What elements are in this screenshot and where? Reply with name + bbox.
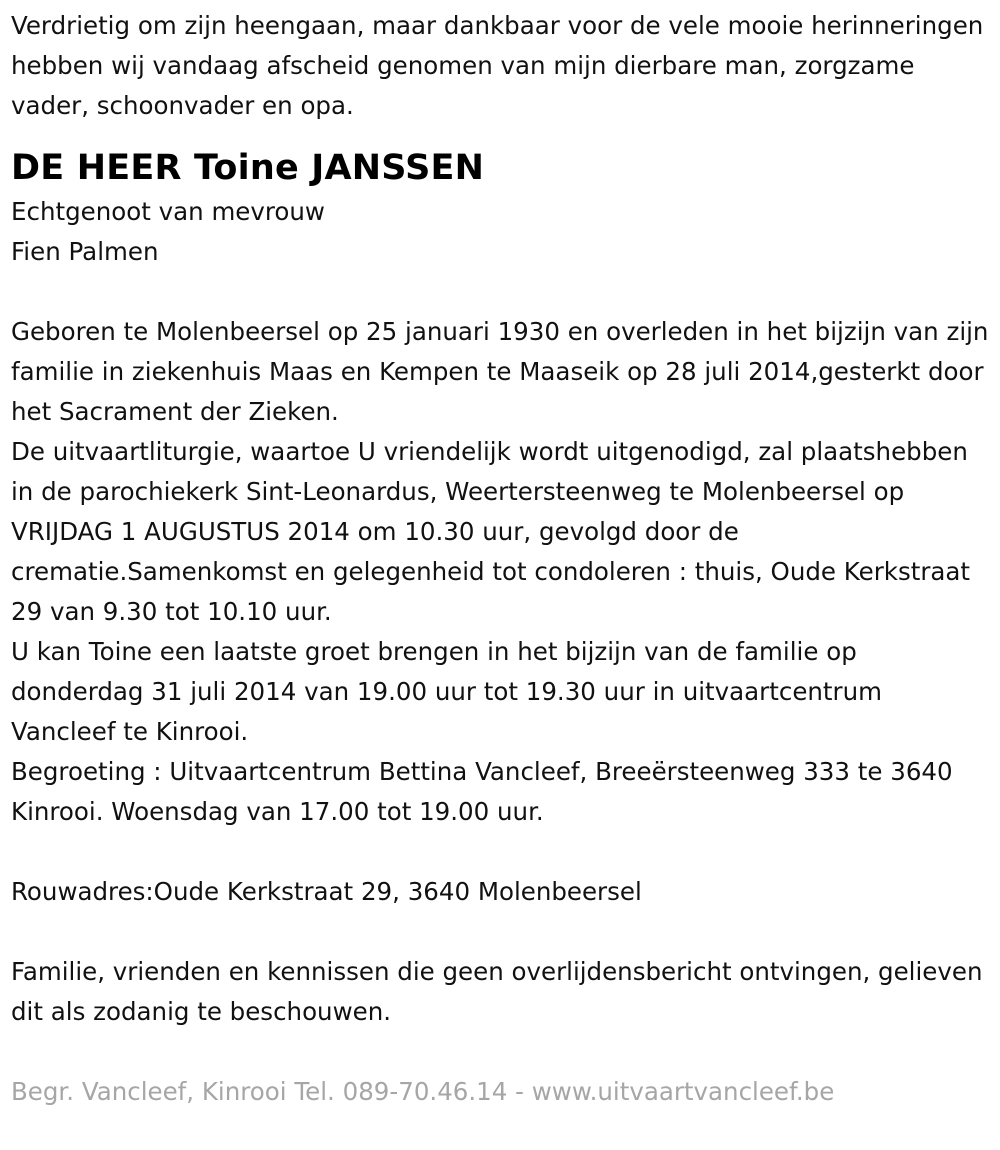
farewell-paragraph: U kan Toine een laatste groet brengen in het bijzijn van de familie op donderdag 31 juli 2014 van 19.00 uur tot 19.30 uur in uitvaartcentrum Vancleef te Kinrooi. xyxy=(11,637,882,746)
spouse-line-1: Echtgenoot van mevrouw xyxy=(11,197,325,226)
spacer xyxy=(11,912,991,952)
birth-death-paragraph: Geboren te Molenbeersel op 25 januari 1930 en overleden in het bijzijn van zijn familie in ziekenhuis Maas en Kempen te Maaseik op 28 juli 2014,gesterkt door het Sacrament der Zieken. xyxy=(11,317,989,426)
greeting-paragraph: Begroeting : Uitvaartcentrum Bettina Vancleef, Breeërsteenweg 333 te 3640 Kinrooi. Woensdag van 17.00 tot 19.00 uur. xyxy=(11,757,953,826)
funeral-home-footer: Begr. Vancleef, Kinrooi Tel. 089-70.46.14 - www.uitvaartvancleef.be xyxy=(11,1077,835,1106)
deceased-name: DE HEER Toine JANSSEN xyxy=(11,148,485,188)
liturgy-paragraph: De uitvaartliturgie, waartoe U vriendelijk wordt uitgenodigd, zal plaatshebben in de parochiekerk Sint-Leonardus, Weertersteenweg te Molenbeersel op VRIJDAG 1 AUGUSTUS 2014 om 10.30 uur, gevolgd door de crematie.Samenkomst en gelegenheid tot condoleren : thuis, Oude Kerkstraat 29 van 9.30 tot 10.10 uur. xyxy=(11,437,971,626)
closing-paragraph: Familie, vrienden en kennissen die geen overlijdensbericht ontvingen, gelieven dit als zodanig te beschouwen. xyxy=(11,957,983,1026)
spacer xyxy=(11,272,991,312)
mourning-address: Rouwadres:Oude Kerkstraat 29, 3640 Molenbeersel xyxy=(11,877,642,906)
obituary-notice xyxy=(11,6,991,1112)
spacer xyxy=(11,832,991,872)
spacer xyxy=(11,1032,991,1072)
spouse-line-2: Fien Palmen xyxy=(11,237,159,266)
intro-paragraph: Verdrietig om zijn heengaan, maar dankbaar voor de vele mooie herinneringen hebben wij vandaag afscheid genomen van mijn dierbare man, zorgzame vader, schoonvader en opa. xyxy=(11,11,984,120)
